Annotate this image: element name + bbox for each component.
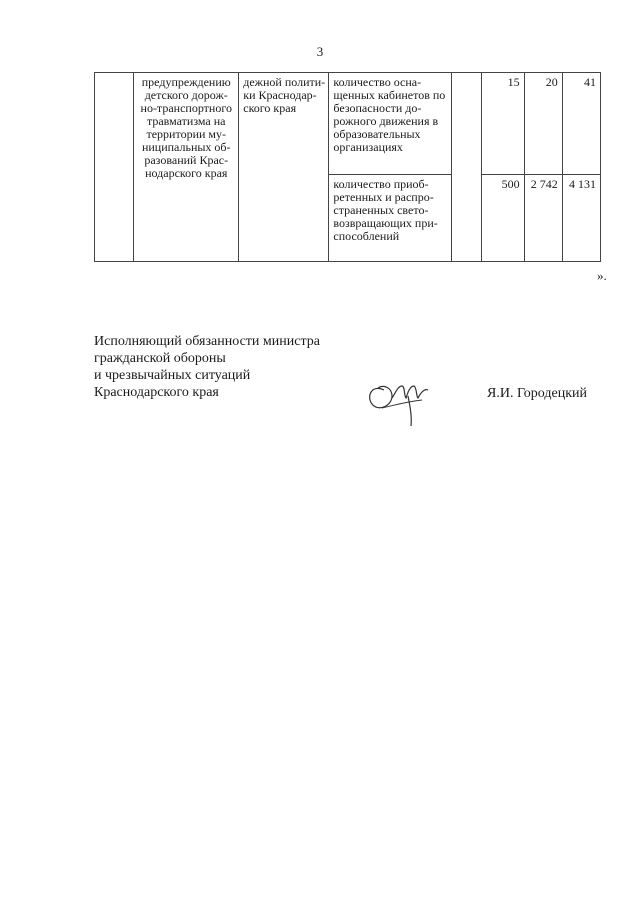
- position-line: и чрезвычайных ситуаций: [94, 368, 251, 383]
- indicators-table: [94, 72, 601, 262]
- indicator-cell: количество приоб-ретенных и распро-страненных свето-возвращающих при-способлений: [329, 175, 452, 262]
- unit-cell: [452, 73, 482, 262]
- handwritten-signature-icon: [362, 362, 442, 432]
- value-cell: 500: [482, 175, 524, 262]
- table-row: [95, 73, 601, 175]
- position-line: гражданской обороны: [94, 351, 226, 366]
- policy-cell: дежной полити-ки Краснодар-ского края: [239, 73, 329, 262]
- value-cell: 15: [482, 73, 524, 175]
- position-line: Краснодарского края: [94, 385, 219, 400]
- row-number-cell: [95, 73, 134, 262]
- indicator-cell: количество осна-щенных кабинетов по безопасности до-рожного движения в образовательных организациях: [329, 73, 452, 175]
- page-number: 3: [316, 44, 324, 59]
- value-cell: 4 131: [562, 175, 600, 262]
- value-cell: 41: [562, 73, 600, 175]
- value-cell: 20: [524, 73, 562, 175]
- signer-name: Я.И. Городецкий: [487, 386, 588, 401]
- position-line: Исполняющий обязанности министра: [94, 334, 320, 349]
- closing-quote: ».: [597, 268, 607, 283]
- value-cell: 2 742: [524, 175, 562, 262]
- program-cell: предупреждению детского дорож-но-транспортного травматизма на территории му-ниципальных об-разований Крас-нодарского края: [134, 73, 239, 262]
- signatory-position: [94, 333, 320, 401]
